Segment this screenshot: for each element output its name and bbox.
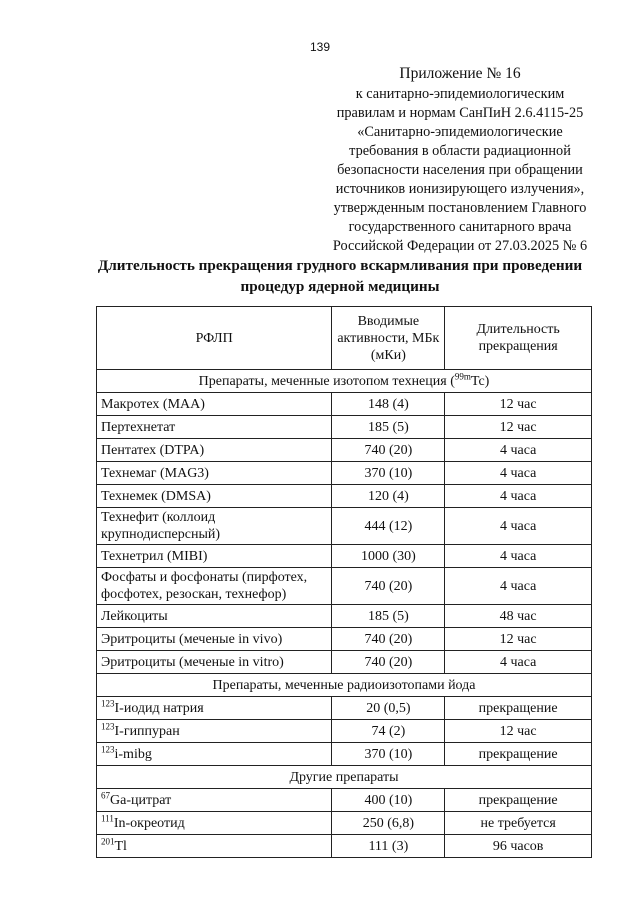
cell-rflp — [97, 697, 332, 720]
cell-rflp — [97, 743, 332, 766]
table-row — [97, 835, 592, 858]
table-row — [97, 485, 592, 508]
drug-name: Лейкоциты — [101, 608, 168, 624]
isotope-superscript: 99m — [454, 370, 471, 381]
table-row — [97, 697, 592, 720]
cell-rflp — [97, 605, 332, 628]
table-row — [97, 743, 592, 766]
table-body — [97, 370, 592, 858]
drug-name: Ga-цитрат — [110, 792, 172, 808]
appendix-line: государственного санитарного врача — [348, 219, 572, 235]
appendix-line: требования в области радиационной — [349, 143, 571, 159]
cell-activity: 111 (3) — [332, 835, 445, 858]
cell-duration: 4 часа — [445, 462, 592, 485]
cell-activity: 370 (10) — [332, 743, 445, 766]
drug-name: Эритроциты (меченые in vitro) — [101, 654, 284, 670]
cell-rflp — [97, 393, 332, 416]
section-title — [97, 370, 592, 393]
table-row — [97, 545, 592, 568]
document-title-line: Длительность прекращения грудного вскармливания при проведении — [97, 257, 583, 274]
cell-duration: не требуется — [445, 812, 592, 835]
cell-rflp — [97, 462, 332, 485]
header-duration: Длительность прекращения — [445, 307, 592, 370]
cell-activity: 148 (4) — [332, 393, 445, 416]
cell-activity: 370 (10) — [332, 462, 445, 485]
section-title-text: Препараты, меченные радиоизотопами йода — [212, 677, 476, 693]
appendix-line: безопасности населения при обращении — [337, 162, 583, 178]
document-title-line: процедур ядерной медицины — [240, 278, 440, 295]
isotope-superscript: 123 — [101, 697, 115, 708]
isotope-superscript: 123 — [101, 720, 115, 731]
cell-duration: прекращение — [445, 789, 592, 812]
table-row — [97, 568, 592, 605]
section-row — [97, 674, 592, 697]
drug-name: Пентатех (DTPA) — [101, 442, 205, 458]
appendix-line: правилам и нормам СанПиН 2.6.4115-25 — [336, 105, 584, 121]
cell-duration: 4 часа — [445, 651, 592, 674]
appendix-line: источников ионизирующего излучения», — [335, 181, 585, 197]
drug-name: I-иодид натрия — [114, 700, 204, 716]
table-row — [97, 628, 592, 651]
table-row — [97, 812, 592, 835]
table-row — [97, 393, 592, 416]
appendix-line: Российской Федерации от 27.03.2025 № 6 — [332, 238, 588, 254]
isotope-superscript: 201 — [101, 835, 115, 846]
cell-duration: 96 часов — [445, 835, 592, 858]
cell-rflp — [97, 789, 332, 812]
cell-duration: прекращение — [445, 743, 592, 766]
cell-rflp — [97, 416, 332, 439]
section-title — [97, 766, 592, 789]
cell-activity: 185 (5) — [332, 605, 445, 628]
cell-activity: 1000 (30) — [332, 545, 445, 568]
breastfeeding-table — [96, 306, 592, 858]
appendix-block — [310, 64, 610, 256]
drug-name: Макротех (MAA) — [101, 396, 205, 412]
drug-name: i-mibg — [114, 746, 152, 762]
table-row — [97, 789, 592, 812]
appendix-line: «Санитарно-эпидемиологические — [357, 124, 563, 140]
cell-duration: 4 часа — [445, 485, 592, 508]
table-row — [97, 462, 592, 485]
cell-activity: 120 (4) — [332, 485, 445, 508]
isotope-superscript: 123 — [101, 743, 115, 754]
isotope-superscript: 67 — [101, 789, 110, 800]
cell-activity: 250 (6,8) — [332, 812, 445, 835]
cell-duration: 48 час — [445, 605, 592, 628]
document-title — [60, 255, 620, 297]
cell-rflp — [97, 720, 332, 743]
header-rflp: РФЛП — [97, 307, 332, 370]
table-row — [97, 605, 592, 628]
cell-activity: 740 (20) — [332, 651, 445, 674]
cell-duration: прекращение — [445, 697, 592, 720]
drug-name: Фосфаты и фосфонаты (пирфотех, фосфотех, резоскан, технефор) — [101, 570, 308, 602]
drug-name: Tl — [114, 838, 127, 854]
cell-activity: 740 (20) — [332, 439, 445, 462]
cell-activity: 20 (0,5) — [332, 697, 445, 720]
cell-duration: 4 часа — [445, 545, 592, 568]
drug-name: Технетрил (MIBI) — [101, 548, 208, 564]
cell-activity: 400 (10) — [332, 789, 445, 812]
table-header-row — [97, 307, 592, 370]
drug-name: Технемаг (MAG3) — [101, 465, 209, 481]
appendix-title: Приложение № 16 — [399, 65, 521, 82]
cell-activity: 740 (20) — [332, 628, 445, 651]
table-row — [97, 508, 592, 545]
cell-rflp — [97, 812, 332, 835]
cell-activity: 740 (20) — [332, 568, 445, 605]
cell-duration: 4 часа — [445, 439, 592, 462]
cell-duration: 12 час — [445, 416, 592, 439]
cell-rflp — [97, 568, 332, 605]
cell-duration: 4 часа — [445, 568, 592, 605]
section-row — [97, 370, 592, 393]
drug-name: Эритроциты (меченые in vivo) — [101, 631, 283, 647]
drug-name: Технемек (DMSA) — [101, 488, 211, 504]
section-title-text: Препараты, меченные изотопом технеция ( — [198, 373, 455, 389]
cell-duration: 12 час — [445, 393, 592, 416]
section-title-text: Другие препараты — [289, 769, 399, 785]
cell-rflp — [97, 439, 332, 462]
cell-rflp — [97, 628, 332, 651]
page-number: 139 — [309, 40, 331, 54]
drug-name: I-гиппуран — [114, 723, 180, 739]
table-row — [97, 416, 592, 439]
cell-duration: 4 часа — [445, 508, 592, 545]
drug-name: Пертехнетат — [101, 419, 176, 435]
isotope-superscript: 111 — [101, 812, 114, 823]
appendix-line: к санитарно-эпидемиологическим — [355, 86, 565, 102]
appendix-line: утвержденным постановлением Главного — [333, 200, 587, 216]
cell-rflp — [97, 651, 332, 674]
drug-name: In-окреотид — [113, 815, 185, 831]
table-row — [97, 720, 592, 743]
cell-activity: 444 (12) — [332, 508, 445, 545]
section-title-text: Tc) — [470, 373, 490, 389]
header-activity: Вводимые активности, МБк (мКи) — [332, 307, 445, 370]
cell-rflp — [97, 485, 332, 508]
table-row — [97, 439, 592, 462]
cell-duration: 12 час — [445, 628, 592, 651]
section-title — [97, 674, 592, 697]
cell-rflp — [97, 835, 332, 858]
cell-duration: 12 час — [445, 720, 592, 743]
cell-activity: 185 (5) — [332, 416, 445, 439]
cell-rflp — [97, 545, 332, 568]
table-row — [97, 651, 592, 674]
cell-rflp — [97, 508, 332, 545]
section-row — [97, 766, 592, 789]
cell-activity: 74 (2) — [332, 720, 445, 743]
drug-name: Технефит (коллоид крупнодисперсный) — [101, 510, 220, 542]
